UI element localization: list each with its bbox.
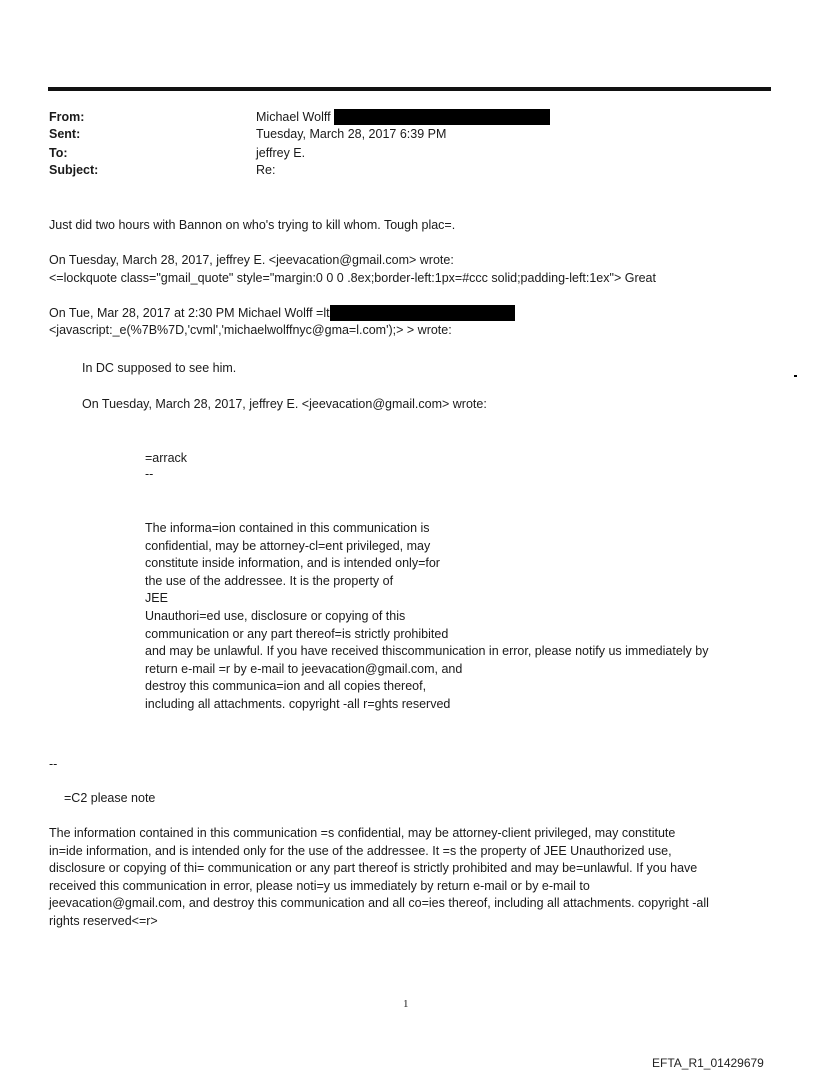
reply-line: In DC supposed to see him. xyxy=(82,361,237,375)
top-rule xyxy=(48,87,771,91)
inner-disclaimer xyxy=(145,520,708,714)
sent-label: Sent: xyxy=(49,127,81,141)
disclaimer-line: JEE xyxy=(145,591,168,606)
final-line: received this communication in error, please noti=y us immediately by return e-mail or by e-mail to xyxy=(49,878,590,893)
quote1-line-1: On Tuesday, March 28, 2017, jeffrey E. <jeevacation@gmail.com> wrote: xyxy=(49,253,454,267)
disclaimer-line: and may be unlawful. If you have received thiscommunication in error, please notify us immediately by xyxy=(145,644,709,659)
disclaimer-line: including all attachments. copyright -all r=ghts reserved xyxy=(145,696,451,711)
from-name: Michael Wolff xyxy=(256,110,331,124)
final-line: rights reserved<=r> xyxy=(49,913,158,928)
disclaimer-line: the use of the addressee. It is the property of xyxy=(145,573,394,588)
from-value xyxy=(256,109,550,125)
quote2-line-1 xyxy=(49,305,515,321)
body-line-1: Just did two hours with Bannon on who's trying to kill whom. Tough plac=. xyxy=(49,218,456,232)
disclaimer-line: constitute inside information, and is intended only=for xyxy=(145,556,440,571)
final-line: in=ide information, and is intended only for the use of the addressee. It =s the property of JEE Unauthorized use, xyxy=(49,843,672,858)
sent-value: Tuesday, March 28, 2017 6:39 PM xyxy=(256,127,447,141)
disclaimer-line: communication or any part thereof=is strictly prohibited xyxy=(145,626,449,641)
margin-mark xyxy=(794,375,797,377)
to-value: jeffrey E. xyxy=(256,146,306,160)
disclaimer-line: return e-mail =r by e-mail to jeevacation@gmail.com, and xyxy=(145,661,463,676)
signature-dashes: -- xyxy=(145,467,154,481)
document-id: EFTA_R1_01429679 xyxy=(652,1056,764,1070)
redaction-block xyxy=(330,305,515,321)
from-label: From: xyxy=(49,110,85,124)
disclaimer-line: The informa=ion contained in this communication is xyxy=(145,521,430,535)
final-disclaimer xyxy=(49,825,709,931)
arrack-line: =arrack xyxy=(145,451,188,465)
disclaimer-line: confidential, may be attorney-cl=ent privileged, may xyxy=(145,538,431,553)
final-line: disclosure or copying of thi= communication or any part thereof is strictly prohibited and may be=unlawful. If you have xyxy=(49,861,698,876)
redaction-block xyxy=(334,109,550,125)
quote2-text: On Tue, Mar 28, 2017 at 2:30 PM Michael Wolff =lt xyxy=(49,306,330,320)
page-number: 1 xyxy=(403,998,409,1010)
quote2-line-2: <javascript:_e(%7B%7D,'cvml','michaelwolffnyc@gma=l.com');> > wrote: xyxy=(49,323,452,337)
disclaimer-line: Unauthori=ed use, disclosure or copying of this xyxy=(145,608,406,623)
quote3-line-1: On Tuesday, March 28, 2017, jeffrey E. <jeevacation@gmail.com> wrote: xyxy=(82,397,487,411)
disclaimer-line: destroy this communica=ion and all copies thereof, xyxy=(145,679,427,694)
subject-label: Subject: xyxy=(49,163,99,177)
to-label: To: xyxy=(49,146,68,160)
final-line: The information contained in this communication =s confidential, may be attorney-client privileged, may constitute xyxy=(49,826,676,840)
please-note: =C2 please note xyxy=(64,791,156,805)
subject-value: Re: xyxy=(256,163,276,177)
outer-dashes: -- xyxy=(49,757,58,771)
quote1-line-2: <=lockquote class="gmail_quote" style="margin:0 0 0 .8ex;border-left:1px=#ccc solid;padding-left:1ex"> Great xyxy=(49,271,656,285)
final-line: jeevacation@gmail.com, and destroy this communication and all co=ies thereof, including all attachments. copyright -all xyxy=(49,896,709,911)
